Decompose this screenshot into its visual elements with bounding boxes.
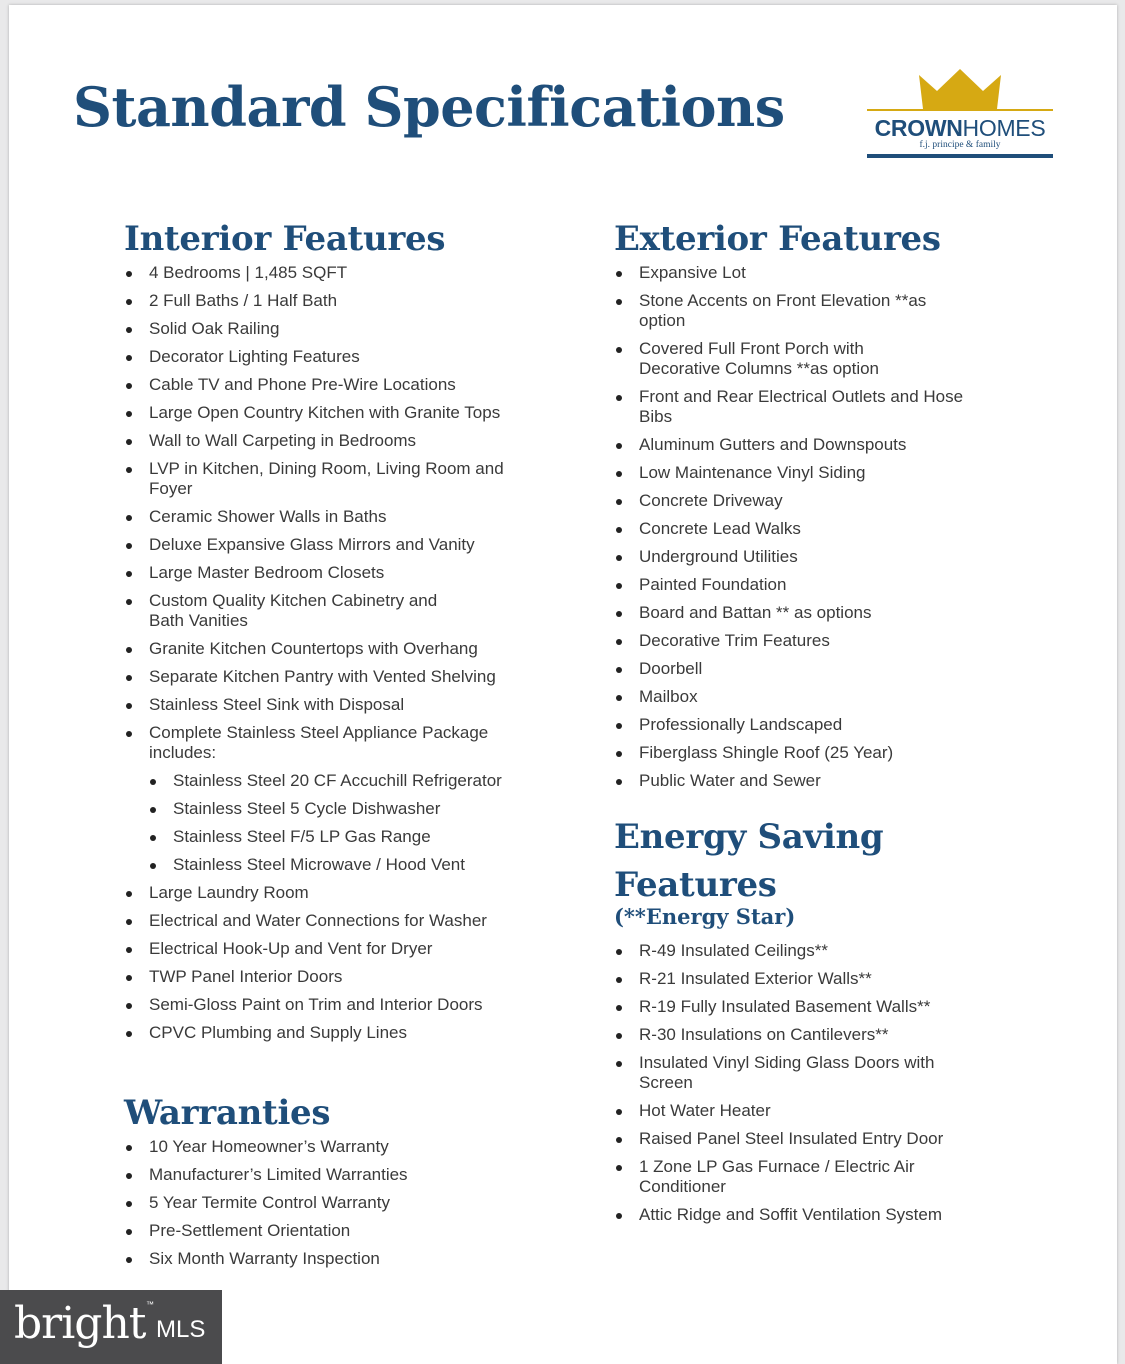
energy-list <box>614 941 1054 1225</box>
right-column <box>614 215 1054 1233</box>
list-item: Aluminum Gutters and Downspouts <box>614 435 1054 455</box>
list-item: Mailbox <box>614 687 1054 707</box>
list-item: Deluxe Expansive Glass Mirrors and Vanity <box>124 535 574 555</box>
list-item: 1 Zone LP Gas Furnace / Electric Air Conditioner <box>614 1157 939 1197</box>
list-item: Public Water and Sewer <box>614 771 1054 791</box>
watermark-suffix: MLS <box>156 1316 206 1343</box>
list-item: Pre-Settlement Orientation <box>124 1221 574 1241</box>
warranties-list <box>124 1137 574 1269</box>
exterior-list <box>614 263 1054 791</box>
list-item: LVP in Kitchen, Dining Room, Living Room and Foyer <box>124 459 529 499</box>
list-item: Stone Accents on Front Elevation **as option <box>614 291 929 331</box>
list-item: Concrete Lead Walks <box>614 519 1054 539</box>
list-item: Large Open Country Kitchen with Granite Tops <box>124 403 574 423</box>
list-item: Low Maintenance Vinyl Siding <box>614 463 1054 483</box>
crown-homes-logo <box>867 67 1053 163</box>
exterior-heading: Exterior Features <box>614 219 941 259</box>
energy-section <box>614 813 1054 1225</box>
list-item: Solid Oak Railing <box>124 319 574 339</box>
interior-heading: Interior Features <box>124 219 446 259</box>
list-item: Wall to Wall Carpeting in Bedrooms <box>124 431 574 451</box>
logo-brand-light: HOMES <box>962 115 1046 141</box>
energy-subheading: (**Energy Star) <box>614 904 796 929</box>
list-item: Decorative Trim Features <box>614 631 1054 651</box>
list-item: Complete Stainless Steel Appliance Package includes: <box>124 723 539 763</box>
list-item: R-19 Fully Insulated Basement Walls** <box>614 997 1054 1017</box>
list-item: Six Month Warranty Inspection <box>124 1249 574 1269</box>
list-item: Professionally Landscaped <box>614 715 1054 735</box>
list-item: Painted Foundation <box>614 575 1054 595</box>
list-item: CPVC Plumbing and Supply Lines <box>124 1023 574 1043</box>
warranties-section <box>124 1089 574 1269</box>
spec-sheet-page <box>9 5 1117 1364</box>
list-item: Semi-Gloss Paint on Trim and Interior Doors <box>124 995 574 1015</box>
logo-rule-navy <box>867 154 1053 158</box>
energy-heading: Energy Saving Features <box>614 817 884 905</box>
list-item: Large Laundry Room <box>124 883 574 903</box>
list-item: Ceramic Shower Walls in Baths <box>124 507 574 527</box>
logo-rule-gold <box>867 109 1053 111</box>
list-item: 2 Full Baths / 1 Half Bath <box>124 291 574 311</box>
list-item: Granite Kitchen Countertops with Overhang <box>124 639 574 659</box>
list-item: Stainless Steel Sink with Disposal <box>124 695 574 715</box>
appliance-item: Stainless Steel F/5 LP Gas Range <box>124 827 574 847</box>
list-item: R-30 Insulations on Cantilevers** <box>614 1025 1054 1045</box>
list-item: R-49 Insulated Ceilings** <box>614 941 1054 961</box>
appliance-item: Stainless Steel Microwave / Hood Vent <box>124 855 574 875</box>
bright-mls-watermark <box>0 1290 222 1364</box>
list-item: Electrical Hook-Up and Vent for Dryer <box>124 939 574 959</box>
left-column <box>124 215 574 1277</box>
page-title: Standard Specifications <box>73 75 785 139</box>
appliance-item: Stainless Steel 20 CF Accuchill Refrigerator <box>124 771 574 791</box>
list-item: TWP Panel Interior Doors <box>124 967 574 987</box>
warranties-heading: Warranties <box>124 1093 331 1133</box>
list-item: 10 Year Homeowner’s Warranty <box>124 1137 574 1157</box>
list-item: Concrete Driveway <box>614 491 1054 511</box>
list-item: Decorator Lighting Features <box>124 347 574 367</box>
list-item: Board and Battan ** as options <box>614 603 1054 623</box>
list-item: Large Master Bedroom Closets <box>124 563 574 583</box>
list-item: Cable TV and Phone Pre-Wire Locations <box>124 375 574 395</box>
list-item: Expansive Lot <box>614 263 1054 283</box>
watermark-brand: bright <box>14 1298 146 1349</box>
list-item: Raised Panel Steel Insulated Entry Door <box>614 1129 1054 1149</box>
list-item: Insulated Vinyl Siding Glass Doors with Screen <box>614 1053 949 1093</box>
logo-wordmark <box>867 115 1053 142</box>
list-item: 4 Bedrooms | 1,485 SQFT <box>124 263 574 283</box>
list-item: Manufacturer’s Limited Warranties <box>124 1165 574 1185</box>
interior-list <box>124 263 574 1043</box>
list-item: Fiberglass Shingle Roof (25 Year) <box>614 743 1054 763</box>
list-item: Doorbell <box>614 659 1054 679</box>
logo-brand-bold: CROWN <box>874 115 963 141</box>
list-item: Hot Water Heater <box>614 1101 1054 1121</box>
list-item: Electrical and Water Connections for Washer <box>124 911 574 931</box>
appliance-item: Stainless Steel 5 Cycle Dishwasher <box>124 799 574 819</box>
crown-icon <box>867 67 1053 111</box>
watermark-tm: ™ <box>146 1300 154 1309</box>
list-item: Attic Ridge and Soffit Ventilation System <box>614 1205 1054 1225</box>
list-item: 5 Year Termite Control Warranty <box>124 1193 574 1213</box>
list-item: Front and Rear Electrical Outlets and Hose Bibs <box>614 387 969 427</box>
list-item: Custom Quality Kitchen Cabinetry and Bath Vanities <box>124 591 469 631</box>
logo-tagline: f.j. principe & family <box>919 140 1001 150</box>
list-item: Covered Full Front Porch with Decorative Columns **as option <box>614 339 929 379</box>
list-item: Underground Utilities <box>614 547 1054 567</box>
list-item: Separate Kitchen Pantry with Vented Shelving <box>124 667 574 687</box>
list-item: R-21 Insulated Exterior Walls** <box>614 969 1054 989</box>
